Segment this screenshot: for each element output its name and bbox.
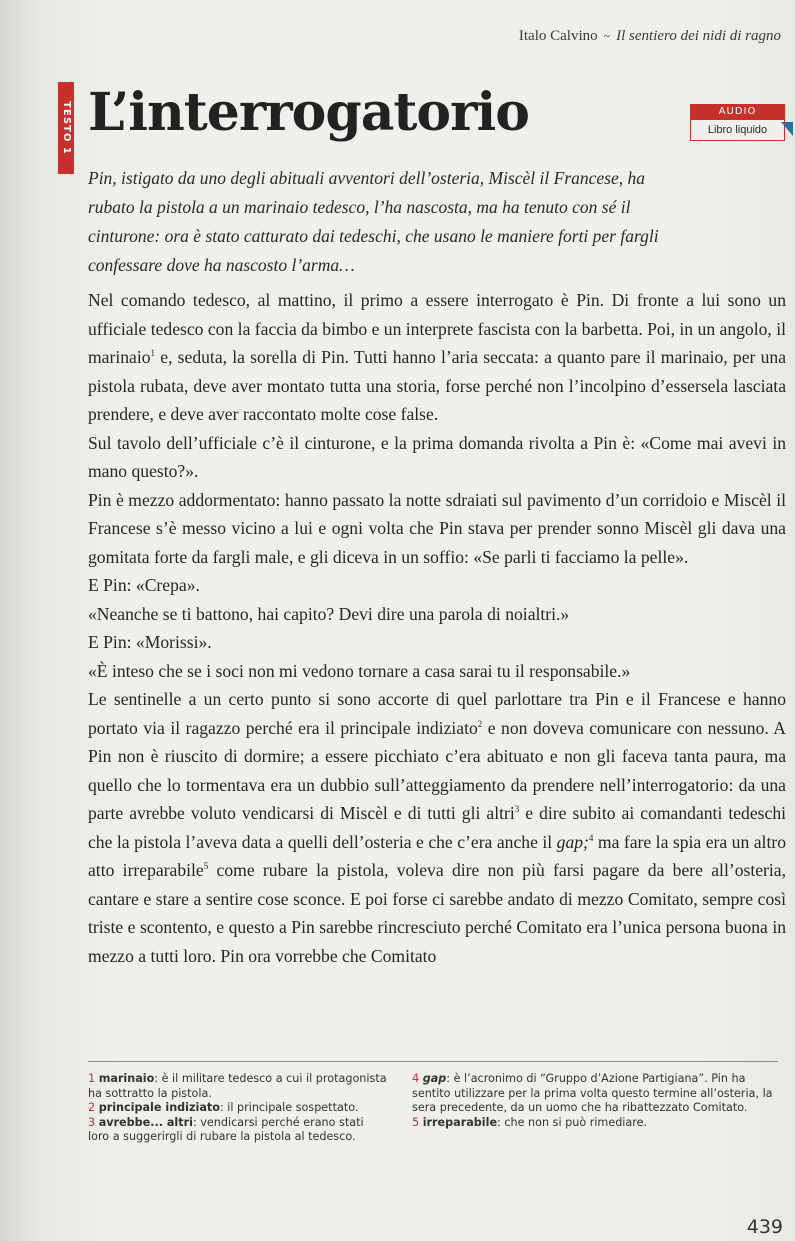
footnote-ref: 4 [588, 832, 594, 843]
section-tab-label: TESTO 1 [61, 101, 72, 155]
footnote-divider [88, 1061, 778, 1062]
page-number: 439 [746, 1216, 783, 1238]
footnotes-left [88, 1072, 388, 1145]
footnote: 1 marinaio: è il militare tedesco a cui il protagonista ha sottratto la pistola. [88, 1072, 387, 1100]
header-author: Italo Calvino [518, 28, 598, 44]
running-header [519, 28, 781, 45]
paragraph: E Pin: «Crepa». [88, 575, 200, 595]
paragraph: E Pin: «Morissi». [88, 632, 212, 652]
audio-sub-label: Libro liquido [690, 120, 785, 141]
body-text [88, 286, 786, 970]
paragraph: Pin è mezzo addormentato: hanno passato la notte sdraiati sul pavimento d’un corridoio e Miscèl il Francese s’è messo vicino a lui e ogni volta che Pin stava per prender sonno Miscèl gli dava una gomitata forte da fargli male, e gli diceva in un soffio: «Se parli ti facciamo la pelle». [88, 489, 786, 567]
paragraph: Le sentinelle a un certo punto si sono accorte di quel parlottare tra Pin e il Francese e hanno portato via il ragazzo perché era il principale indiziato$^2$ e non doveva comunicare con nessuno. A Pin non è riuscito di dormire; a essere picchiato c’era abituato e non gli faceva tanta paura, ma quello che lo tormentava era un dubbio sull’atteggiamento da prendere nell’interrogatorio: da una parte avrebbe voluto vendicarsi di Miscèl e di tutti gli altri$^3$ e dire subito ai comandanti tedeschi che la pistola l’aveva data a quelli dell’osteria e che c’era anche il gap;$^4$ ma fare la spia era un altro atto irreparabile$^5$ come rubare la pistola, voleva dire non più farsi pagare da bere all’osteria, cantare e stare a sentire cose sconce. E poi forse ci sarebbe andato di mezzo Comitato, sempre così triste e scontento, e questo a Pin sarebbe rincresciuto perché Comitato era l’unica persona buona in mezzo a tutti loro. Pin ora vorrebbe che Comitato [88, 689, 787, 966]
header-book-title: Il sentiero dei nidi di ragno [616, 28, 781, 44]
footnotes-right [412, 1072, 784, 1130]
footnote: 3 avrebbe... altri: vendicarsi perché erano stati loro a suggerirgli di rubare la pistola al tedesco. [88, 1115, 364, 1143]
intro-text: Pin, istigato da uno degli abituali avventori dell’osteria, Miscèl il Francese, ha rubato la pistola a un marinaio tedesco, l’ha nascosta, ma ha tenuto con sé il cinturone: ora è stato catturato dai tedeschi, che usano le maniere forti per fargli confessare dove ha nascosto l’arma… [88, 168, 659, 275]
footnote: 4 gap: è l’acronimo di “Gruppo d’Azione Partigiana”. Pin ha sentito utilizzare per la prima volta questo termine all’osteria, la sera precedente, da un uomo che ha ribattezzato Comitato. [412, 1072, 773, 1114]
footnote: 5 irreparabile: che non si può rimediare. [412, 1115, 648, 1129]
section-tab [58, 82, 74, 174]
paragraph: «È inteso che se i soci non mi vedono tornare a casa sarai tu il responsabile.» [88, 660, 631, 681]
footnote-ref: 5 [203, 861, 209, 872]
audio-label: AUDIO [690, 104, 785, 120]
footnote: 2 principale indiziato: il principale sospettato. [88, 1101, 359, 1114]
footnote-ref: 1 [150, 348, 156, 359]
arrow-icon [781, 122, 793, 136]
paragraph: Sul tavolo dell’ufficiale c’è il cinturone, e la prima domanda rivolta a Pin è: «Come mai avevi in mano questo?». [88, 432, 786, 481]
header-separator: ~ [603, 29, 611, 43]
paragraph: «Neanche se ti battono, hai capito? Devi dire una parola di noialtri.» [88, 603, 570, 624]
footnote-ref: 2 [477, 718, 483, 729]
chapter-title: L’interrogatorio [88, 82, 529, 143]
footnote-ref: 3 [514, 804, 520, 815]
audio-badge[interactable] [690, 104, 785, 141]
paragraph: Nel comando tedesco, al mattino, il primo a essere interrogato è Pin. Di fronte a lui sono un ufficiale tedesco con la faccia da bimbo e un interprete fascista con la barbetta. Poi, in un angolo, il marinaio$^1$ e, seduta, la sorella di Pin. Tutti hanno l’aria seccata: a quanto pare il marinaio, per una pistola rubata, deve aver montato tutta una storia, forse perché non l’incolpino d’essersela lasciata prendere, e deve aver raccontato molte cose false. [88, 290, 786, 424]
